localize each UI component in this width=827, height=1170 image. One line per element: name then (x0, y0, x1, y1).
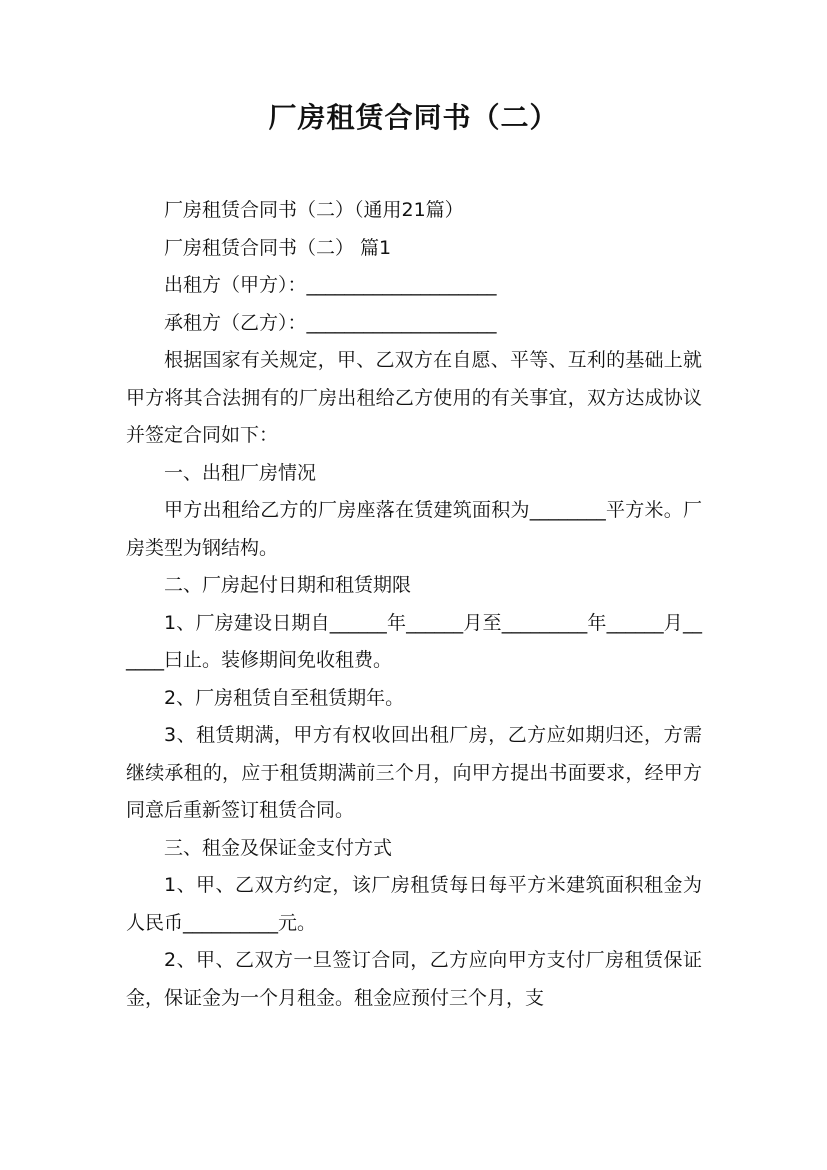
paragraph-lessee: 承租方（乙方）：____________________ (164, 311, 497, 334)
paragraph-preamble: 根据国家有关规定，甲、乙双方在自愿、平等、互利的基础上就甲方将其合法拥有的厂房出租给乙方使用的有关事宜，双方达成协议并签定合同如下： (126, 349, 702, 446)
paragraph-term-3: 3、租赁期满，甲方有权收回出租厂房，乙方应如期归还，方需继续承租的，应于租赁期满前三个月，向甲方提出书面要求，经甲方同意后重新签订租赁合同。 (126, 724, 702, 821)
paragraph-section-heading: 厂房租赁合同书（二） 篇1 (164, 236, 392, 259)
paragraph-factory-info: 甲方出租给乙方的厂房座落在赁建筑面积为________平方米。厂房类型为钢结构。 (126, 499, 702, 559)
document-title: 厂房租赁合同书（二） (268, 101, 559, 134)
paragraph-term-2: 2、厂房租赁自至租赁期年。 (164, 686, 405, 709)
document-body (126, 192, 702, 1017)
paragraph-rent-2: 2、甲、乙双方一旦签订合同，乙方应向甲方支付厂房租赁保证金，保证金为一个月租金。租金应预付三个月，支 (126, 949, 702, 1009)
paragraph-heading-3: 三、租金及保证金支付方式 (164, 836, 393, 859)
paragraph-lessor: 出租方（甲方）：____________________ (164, 274, 497, 296)
paragraph-subtitle: 厂房租赁合同书（二）（通用21篇） (164, 199, 464, 221)
paragraph-rent-1: 1、甲、乙双方约定，该厂房租赁每日每平方米建筑面积租金为人民币__________元。 (126, 874, 702, 934)
paragraph-term-1: 1、厂房建设日期自______年______月至_________年______月______曰止。装修期间免收租费。 (126, 611, 702, 671)
paragraph-heading-1: 一、出租厂房情况 (164, 461, 317, 484)
paragraph-heading-2: 二、厂房起付日期和租赁期限 (164, 574, 412, 596)
